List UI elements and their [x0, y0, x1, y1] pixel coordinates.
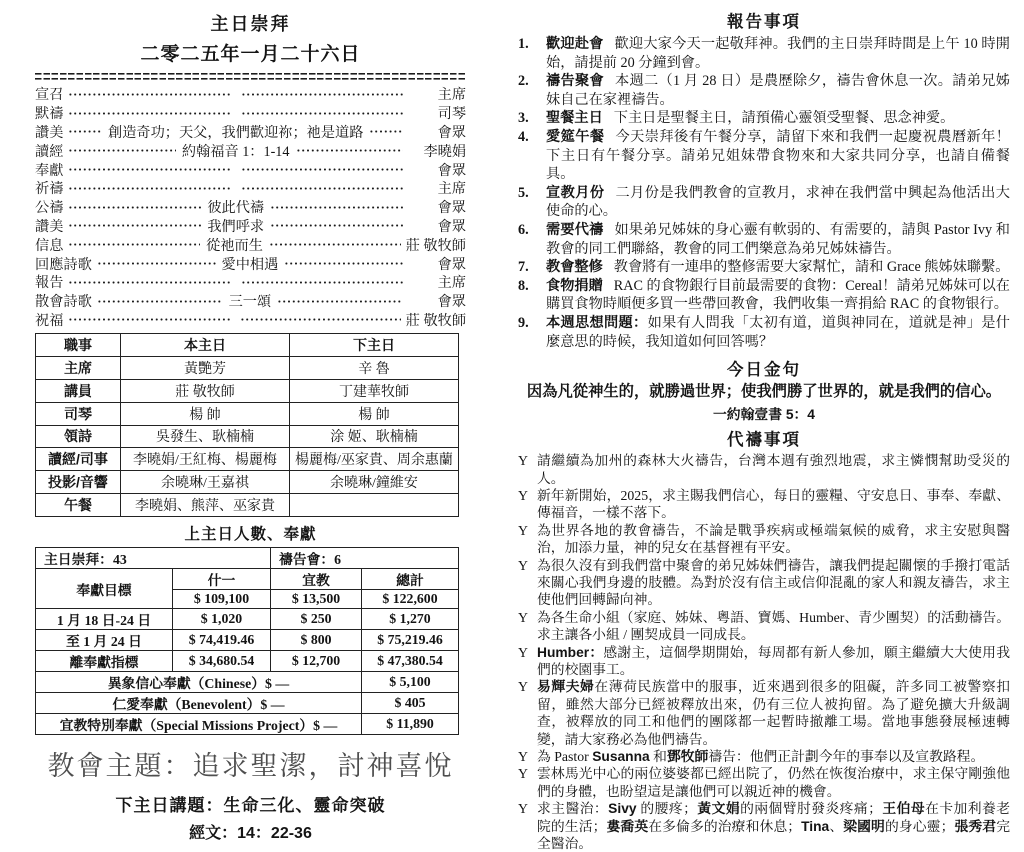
text-segment: 禱告：他們正計劃今年的事奉以及宣教路程。	[708, 749, 985, 764]
dot-leader	[68, 107, 230, 120]
bold-text-segment: 婁喬英	[606, 818, 649, 834]
announcement-title: 食物捐贈	[546, 277, 603, 294]
prayer-text	[537, 487, 1010, 522]
duty-header-next-sunday: 下主日	[290, 334, 459, 357]
duty-row	[36, 493, 459, 516]
dot-leader	[240, 313, 401, 326]
worship-row	[35, 292, 466, 311]
prayer-bullet: Y	[518, 522, 528, 538]
offering-table	[35, 547, 459, 736]
offering-goal-label: 奉獻目標	[36, 568, 173, 609]
worship-row	[35, 254, 466, 273]
announcement-item	[518, 184, 1010, 221]
text-segment: 新年新開始，2025，求主賜我們信心，每日的靈糧、守安息日、事奉、奉獻、傳福音，一樣不落下。	[537, 487, 1010, 521]
announcement-body: 教會將有一連串的整修需要大家幫忙，請和 Grace 熊姊妹聯繫。	[613, 259, 1010, 276]
golden-verse-text: 因為凡從神生的，就勝過世界；使我們勝了世界的，就是我們的信心。	[526, 383, 1002, 401]
duty-row	[36, 357, 459, 380]
col-tithe: 什一	[173, 568, 271, 589]
announcement-title: 聖餐主日	[546, 110, 603, 127]
announcement-item	[518, 109, 1010, 128]
prayer-text	[537, 678, 1010, 748]
text-segment: 、	[829, 818, 844, 834]
announcement-item	[518, 128, 1010, 184]
text-segment: 為世界各地的教會禱告，不論是戰爭疾病或極端氣候的威脅，求主安慰與醫治，加添力量，神的兒女在基督裡有平安。	[537, 522, 1010, 556]
dot-leader	[241, 88, 403, 101]
bold-text-segment: 張秀君	[954, 818, 997, 834]
duty-header-row	[36, 334, 459, 357]
worship-item-content: 我們呼求	[207, 218, 265, 235]
announcement-item	[518, 277, 1010, 314]
worship-item-label: 回應詩歌	[35, 256, 92, 273]
text-segment: 完全醫治。	[537, 818, 1011, 852]
announcement-number: 5.	[518, 184, 529, 201]
special-offering-row	[36, 714, 459, 735]
worship-item-label: 奉獻	[35, 162, 64, 179]
prayer-text	[537, 557, 1010, 609]
text-segment: 在卡加利養老院的生活；	[537, 801, 1011, 834]
text-segment: 為 Pastor	[537, 749, 593, 764]
announcement-title: 需要代禱	[546, 221, 604, 238]
announcement-title: 本週思想問題：	[546, 314, 648, 331]
duty-person-current: 莊 敬牧師	[121, 379, 290, 402]
special-offering-value: $ 5,100	[362, 672, 459, 693]
announcement-item	[518, 258, 1010, 277]
prayer-item	[518, 748, 1010, 765]
bold-text-segment: Susanna	[592, 749, 650, 764]
dot-leader	[284, 257, 403, 270]
prayer-item	[518, 800, 1010, 852]
announcement-number: 8.	[518, 277, 529, 294]
week-total: $ 1,270	[362, 609, 459, 630]
worship-item-person: 主席	[437, 87, 467, 104]
bold-text-segment: 鄧牧師	[666, 749, 709, 764]
bold-text-segment: 黃文娟	[696, 801, 741, 817]
worship-row	[35, 235, 466, 254]
worship-item-label: 讚美	[35, 125, 64, 141]
duty-person-next: 涂 姬、耿楠楠	[290, 425, 459, 448]
prayer-bullet: Y	[518, 749, 528, 764]
worship-order-list	[35, 85, 466, 329]
duty-person-next: 楊麗梅/巫家貴、周余惠蘭	[290, 448, 459, 471]
prayer-text	[537, 800, 1010, 852]
gap-total: $ 47,380.54	[362, 651, 459, 672]
worship-row	[35, 85, 466, 104]
text-segment: 的兩個臂肘發炎疼痛；	[740, 801, 882, 817]
text-segment: 求主醫治：	[537, 801, 609, 817]
bold-text-segment: 易輝夫婦	[537, 679, 595, 695]
prayer-text	[537, 765, 1010, 800]
next-sunday-scripture: 經文：14：22-36	[189, 825, 312, 843]
announcement-title: 宣教月份	[546, 184, 605, 201]
prayer-text	[537, 452, 1010, 487]
prayer-text	[537, 609, 1010, 644]
duty-row	[36, 471, 459, 494]
worship-item-person: 會眾	[437, 218, 466, 235]
golden-verse-reference: 一約翰壹書 5：4	[713, 407, 815, 423]
dot-leader	[68, 88, 230, 101]
duty-row	[36, 448, 459, 471]
worship-item-label: 公禱	[35, 200, 64, 217]
text-segment: 在多倫多的治療和休息；	[648, 818, 802, 834]
prayer-bullet: Y	[518, 644, 528, 660]
duty-header-role: 職事	[36, 334, 121, 357]
attendance-row	[36, 547, 459, 568]
worship-title: 主日崇拜	[210, 14, 291, 34]
goal-tithe: $ 109,100	[173, 589, 271, 609]
announcements-heading: 報告事項	[727, 13, 801, 31]
bold-text-segment: Humber：	[537, 644, 604, 660]
dot-leader	[241, 182, 403, 195]
worship-item-content: 創造奇功；天父，我們歡迎祢；祂是道路	[108, 125, 364, 141]
bold-text-segment: Sivy	[608, 801, 637, 817]
church-theme: 教會主題：追求聖潔，討神喜悅	[47, 751, 454, 782]
worship-item-content: 愛中相遇	[221, 256, 279, 273]
worship-item-content: 三一頌	[228, 294, 272, 311]
text-segment: 的腰疼；	[636, 801, 697, 817]
duty-row	[36, 425, 459, 448]
dot-leader	[68, 144, 176, 157]
prayer-bullet: Y	[518, 679, 528, 695]
duty-role: 讀經/司事	[36, 448, 121, 471]
duty-person-next	[290, 493, 459, 516]
offering-ytd-row	[36, 630, 459, 651]
announcement-body: 如果弟兄姊妹的身心靈有軟弱的、有需要的，請與 Pastor Ivy 和教會的同工們聯絡，教會的同工們樂意為弟兄姊妹禱告。	[546, 221, 1010, 257]
dot-leader	[270, 201, 403, 214]
worship-item-label: 信息	[35, 237, 64, 254]
prayer-item	[518, 678, 1010, 748]
announcement-text	[546, 35, 1010, 72]
announcement-number: 4.	[518, 128, 529, 145]
text-segment: 為很久沒有到我們當中聚會的弟兄姊妹們禱告，讓我們提起關懷的手撥打電話來關心我們身邊的肢體。為對於沒有信主或信仰混亂的家人和親友禱告，求主使他們回轉歸向神。	[537, 557, 1010, 608]
dot-leader	[68, 238, 200, 251]
worship-item-label: 默禱	[35, 106, 64, 123]
worship-item-person: 李曉娟	[423, 143, 467, 160]
worship-row	[35, 141, 466, 160]
gap-tithe: $ 34,680.54	[173, 651, 271, 672]
ytd-label: 至 1 月 24 日	[36, 630, 173, 651]
duty-role: 司琴	[36, 402, 121, 425]
duty-row	[36, 379, 459, 402]
col-missions: 宜教	[271, 568, 362, 589]
duty-roster-table	[35, 333, 459, 516]
dot-leader	[68, 276, 230, 289]
bold-text-segment: 王伯母	[881, 801, 926, 817]
next-sunday-topic: 下主日講題：生命三化、靈命突破	[115, 796, 386, 816]
worship-item-person: 會眾	[437, 200, 466, 217]
prayer-list	[518, 452, 1010, 852]
week-tithe: $ 1,020	[173, 609, 271, 630]
dot-leader	[68, 182, 230, 195]
dot-leader	[369, 125, 403, 138]
prayer-item	[518, 487, 1010, 522]
prayer-item	[518, 522, 1010, 557]
duty-person-current: 李曉娟/王紅梅、楊麗梅	[121, 448, 290, 471]
bold-text-segment: Tina	[801, 818, 830, 834]
worship-item-label: 宣召	[35, 87, 64, 104]
bold-text-segment: 梁國明	[843, 818, 885, 834]
announcement-body: 下主日是聖餐主日，請預備心靈領受聖餐、思念神愛。	[613, 110, 955, 127]
announcement-title: 教會整修	[546, 259, 603, 276]
worship-item-person: 會眾	[437, 294, 466, 311]
announcement-body: RAC 的食物銀行目前最需要的食物：Cereal！請弟兄姊妹可以在購買食物時順便多買一些帶回教會，我們收集一齊捐給 RAC 的食物银行。	[546, 277, 1010, 313]
announcement-text	[546, 184, 1010, 221]
right-column	[478, 0, 1024, 852]
prayer-item	[518, 452, 1010, 487]
announcement-item	[518, 221, 1010, 258]
duty-person-next: 余曉琳/鐘維安	[290, 471, 459, 494]
worship-item-content: 從祂而生	[206, 237, 263, 254]
gap-label: 離奉獻指標	[36, 651, 173, 672]
prayer-bullet: Y	[518, 609, 528, 625]
worship-item-label: 讀經	[35, 143, 64, 160]
dot-leader	[68, 219, 201, 232]
worship-row	[35, 160, 466, 179]
text-segment: 雲林馬光中心的兩位婆婆都已經出院了，仍然在恢復治療中，求主保守剛強他們的身體，也盼望這是讓他們可以親近神的機會。	[537, 766, 1010, 799]
week-missions: $ 250	[271, 609, 362, 630]
announcement-body: 歡迎大家今天一起敬拜神。我們的主日崇拜時間是上午 10 時開始，請提前 20 分鐘到會。	[546, 36, 1010, 71]
dot-leader	[270, 219, 403, 232]
announcement-number: 9.	[518, 314, 529, 331]
worship-item-label: 祈禱	[35, 181, 64, 198]
special-offering-label: 宜教特別奉獻（Special Missions Project）$ —	[36, 714, 362, 735]
gap-missions: $ 12,700	[271, 651, 362, 672]
special-offering-row	[36, 672, 459, 693]
text-segment: 請繼續為加州的森林大火禱告，台灣本週有強烈地震，求主憐憫幫助受災的人。	[537, 453, 1010, 486]
worship-item-label: 祝福	[35, 312, 64, 329]
duty-person-current: 楊 帥	[121, 402, 290, 425]
attendance-worship: 主日崇拜：43	[36, 547, 271, 568]
offering-week-row	[36, 609, 459, 630]
duty-person-current: 余曉琳/王嘉祺	[121, 471, 290, 494]
dot-leader	[68, 201, 201, 214]
special-offering-value: $ 11,890	[362, 714, 459, 735]
prayer-item	[518, 609, 1010, 644]
prayer-item	[518, 557, 1010, 609]
text-segment: 在薄荷民族當中的服事，近來遇到很多的阻礙，許多同工被警察扣留，雖然大部分已經被釋放出來，仍有三位人被拘留。為了避免擴大升級調查，被釋放的同工和他們的團隊都一起暫時撤離工場。當地事態發展極速轉變，請大家務必為他們禱告。	[537, 679, 1011, 747]
worship-item-content: 約翰福音 1：1-14	[181, 143, 290, 160]
dot-leader	[97, 295, 223, 308]
text-segment: 為各生命小組（家庭、姊妹、粵語、寶媽、Humber、青少團契）的活動禱告。求主讓各小組 / 團契成員一同成長。	[537, 609, 1010, 643]
worship-item-label: 散會詩歌	[35, 294, 92, 311]
worship-item-person: 會眾	[437, 125, 466, 141]
duty-role: 午餐	[36, 493, 121, 516]
announcement-text	[546, 128, 1010, 184]
prayer-bullet: Y	[518, 487, 528, 503]
worship-item-person: 莊 敬牧師	[405, 237, 466, 254]
duty-person-next: 辛 魯	[290, 357, 459, 380]
worship-item-person: 會眾	[437, 256, 466, 273]
worship-date: 二零二五年一月二十六日	[140, 44, 361, 65]
announcement-text	[546, 109, 1010, 128]
prayer-bullet: Y	[518, 453, 528, 469]
offering-header-row	[36, 568, 459, 589]
worship-row	[35, 104, 466, 123]
dot-leader	[241, 107, 403, 120]
special-offering-value: $ 405	[362, 693, 459, 714]
golden-verse-heading: 今日金句	[727, 361, 801, 380]
prayer-bullet: Y	[518, 557, 528, 573]
worship-row	[35, 217, 466, 236]
stats-heading: 上主日人數、奉獻	[184, 525, 317, 543]
dot-leader	[241, 163, 403, 176]
duty-row	[36, 402, 459, 425]
duty-person-next: 丁建華牧師	[290, 379, 459, 402]
special-offering-row	[36, 693, 459, 714]
ytd-tithe: $ 74,419.46	[173, 630, 271, 651]
duty-header-this-sunday: 本主日	[121, 334, 290, 357]
text-segment: 的身心靈；	[884, 818, 955, 834]
prayer-text	[537, 748, 1010, 765]
announcement-body: 二月份是我們教會的宣教月，求神在我們當中興起為他活出大使命的心。	[546, 184, 1010, 220]
worship-item-label: 讚美	[35, 218, 64, 235]
prayer-bullet: Y	[518, 801, 528, 817]
ytd-missions: $ 800	[271, 630, 362, 651]
prayer-text	[537, 644, 1010, 679]
text-segment: 和	[649, 749, 667, 764]
dot-leader	[296, 144, 404, 157]
dot-leader	[68, 163, 230, 176]
duty-role: 領詩	[36, 425, 121, 448]
duty-person-next: 楊 帥	[290, 402, 459, 425]
worship-row	[35, 198, 466, 217]
duty-person-current: 吳發生、耿楠楠	[121, 425, 290, 448]
duty-role: 投影/音響	[36, 471, 121, 494]
worship-row	[35, 311, 466, 330]
dot-leader	[97, 257, 216, 270]
announcement-text	[546, 221, 1010, 258]
attendance-prayer: 禱告會：6	[271, 547, 459, 568]
double-rule-divider	[35, 73, 466, 80]
dot-leader	[68, 313, 229, 326]
worship-row	[35, 123, 466, 142]
announcement-title: 禱告聚會	[546, 73, 604, 90]
dot-leader	[241, 276, 403, 289]
worship-row	[35, 179, 466, 198]
worship-item-person: 司琴	[437, 106, 467, 123]
announcement-text	[546, 72, 1010, 109]
worship-row	[35, 273, 466, 292]
announcement-number: 3.	[518, 110, 529, 127]
duty-person-current: 李曉娟、熊萍、巫家貴	[121, 493, 290, 516]
dot-leader	[269, 238, 401, 251]
duty-person-current: 黃艷芳	[121, 357, 290, 380]
week-label: 1 月 18 日-24 日	[36, 609, 173, 630]
special-offering-label: 仁愛奉獻（Benevolent）$ —	[36, 693, 362, 714]
goal-missions: $ 13,500	[271, 589, 362, 609]
offering-gap-row	[36, 651, 459, 672]
announcement-title: 愛筵午餐	[546, 128, 605, 145]
announcement-number: 1.	[518, 36, 529, 52]
worship-item-label: 報告	[35, 275, 64, 292]
duty-role: 主席	[36, 357, 121, 380]
announcements-list	[518, 35, 1010, 351]
announcement-text	[546, 258, 1010, 277]
dot-leader	[68, 125, 102, 138]
worship-item-person: 莊 敬牧師	[405, 312, 467, 329]
col-total: 總計	[362, 568, 459, 589]
announcement-text	[546, 314, 1010, 351]
text-segment: 感謝主，這個學期開始，每周都有新人參加，願主繼續大大使用我們的校園事工。	[537, 644, 1010, 677]
announcement-title: 歡迎赴會	[546, 36, 604, 52]
announcement-number: 7.	[518, 259, 529, 276]
announcement-text	[546, 277, 1010, 314]
dot-leader	[277, 295, 403, 308]
announcement-number: 2.	[518, 73, 529, 90]
left-column	[0, 0, 478, 843]
special-offering-label: 異象信心奉獻（Chinese）$ —	[36, 672, 362, 693]
goal-total: $ 122,600	[362, 589, 459, 609]
announcement-body: 本週二（1 月 28 日）是農歷除夕，禱告會休息一次。請弟兄姊妹自己在家裡禱告。	[546, 73, 1010, 108]
announcement-number: 6.	[518, 221, 529, 238]
worship-item-person: 主席	[437, 275, 467, 292]
prayer-items-heading: 代禱事項	[727, 431, 801, 450]
prayer-item	[518, 644, 1010, 679]
prayer-bullet: Y	[518, 766, 528, 782]
ytd-total: $ 75,219.46	[362, 630, 459, 651]
announcement-body: 如果有人問我「太初有道，道與神同在，道就是神」是什麼意思的時候，我知道如何回答嗎？	[546, 314, 1010, 350]
worship-item-person: 主席	[437, 181, 467, 198]
announcement-item	[518, 72, 1010, 109]
announcement-item	[518, 314, 1010, 351]
worship-item-person: 會眾	[437, 162, 467, 179]
announcement-body: 今天崇拜後有午餐分享，請留下來和我們一起慶祝農曆新年！下主日有午餐分享。請弟兄姐妹帶食物來和大家共同分享，也請自備餐具。	[546, 128, 1010, 183]
prayer-text	[537, 522, 1010, 557]
prayer-item	[518, 765, 1010, 800]
worship-item-content: 彼此代禱	[207, 200, 265, 217]
announcement-item	[518, 35, 1010, 72]
duty-role: 講員	[36, 379, 121, 402]
